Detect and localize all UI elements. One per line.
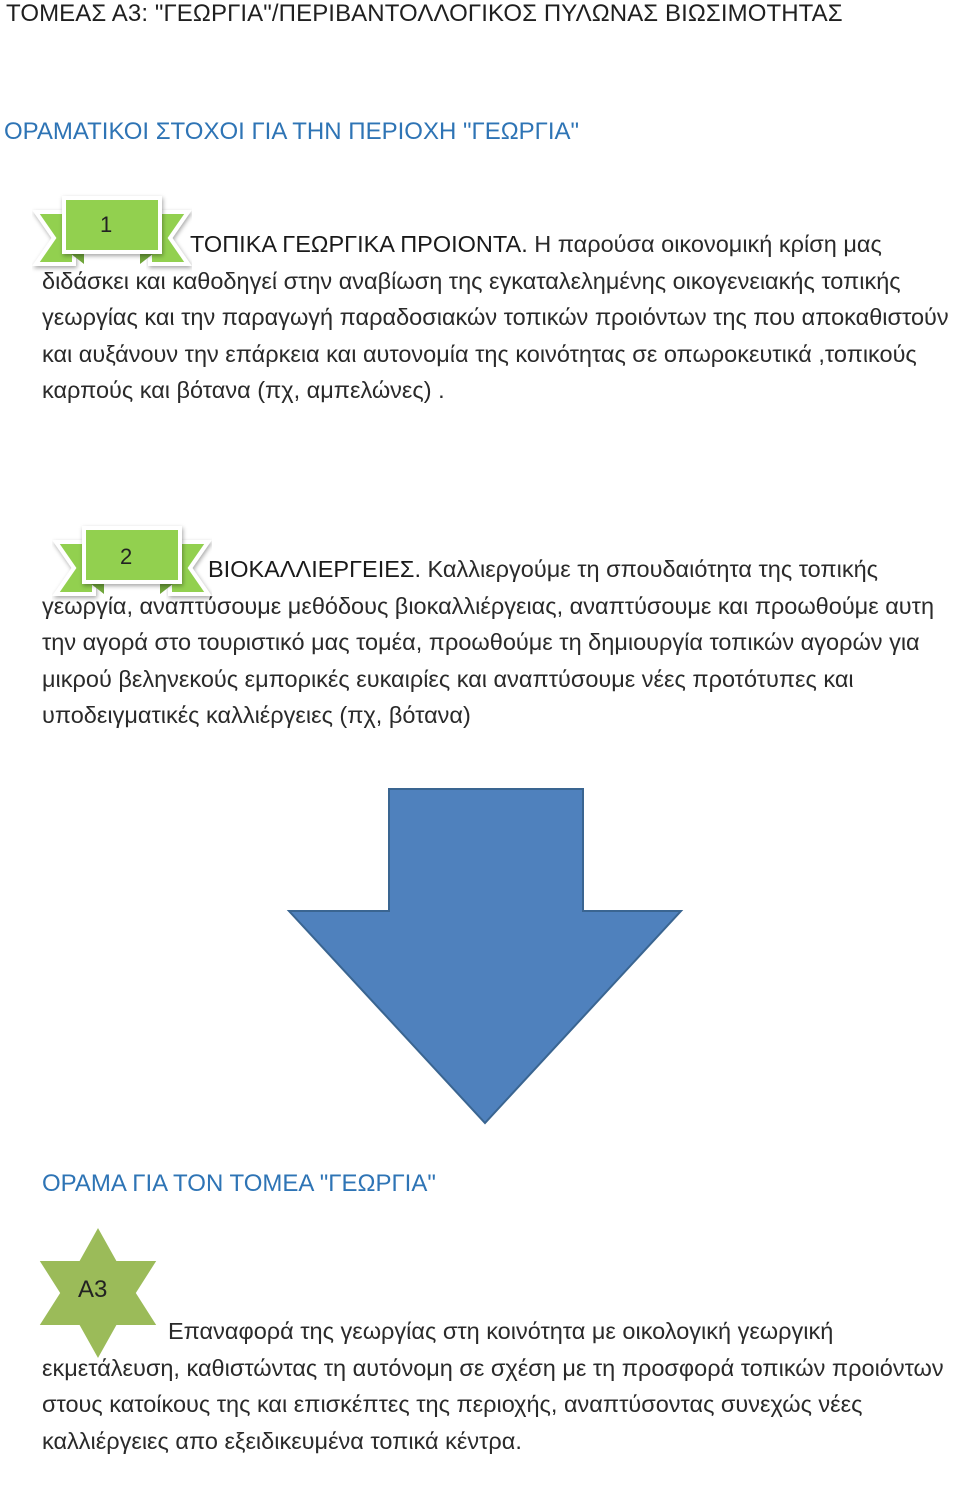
down-arrow-icon (285, 787, 685, 1127)
goal-1-number: 1 (100, 212, 113, 237)
goal-2-title: ΒΙΟΚΑΛΛΙΕΡΓΕΙΕΣ. (208, 556, 421, 582)
goal-1-title: ΤΟΠΙΚΑ ΓΕΩΡΓΙΚΑ ΠΡΟΙΟΝΤΑ. (190, 231, 528, 257)
goal-1-text: Η παρούσα οικονομική κρίση μας διδάσκει και καθοδηγεί στην αναβίωση της εγκαταλελημένης οικογενειακής τοπικής γεωργίας και την παραγωγή παραδοσιακών τοπικών προιόντων της που αποκαθιστούν και αυξάνουν την επάρκεια και αυτονομία της κοινότητας σε οπωροκευτικά ,τοπικούς καρπούς και βότανα (πχ, αμπελώνες) . (42, 231, 949, 403)
vision-heading: ΟΡΑΜΑ ΓΙΑ ΤΟΝ ΤΟΜΕΑ "ΓΕΩΡΓΙΑ" (42, 1170, 436, 1197)
vision-text: Επαναφορά της γεωργίας στη κοινότητα με οικολογική γεωργική εκμετάλευση, καθιστώντας τη αυτόνομη σε σχέση με τη προσφορά τοπικών προιόντων στους κατοίκους της και επισκέπτες της περιοχής, αναπτύσοντας συνεχώς νέες καλλιέργειες απο εξειδικευμένα τοπικά κέντρα. (42, 1318, 944, 1454)
goal-2-paragraph (42, 551, 960, 734)
goal-2-text: Καλλιεργούμε τη σπουδαιότητα της τοπικής γεωργία, αναπτύσουμε μεθόδους βιοκαλλιέργειας, αναπτύσουμε και προωθούμε αυτη την αγορά στο τουριστικό μας τομέα, προωθούμε τη δημιουργία τοπικών αγορών για μικρού βεληνεκούς εμπορικές ευκαιρίες και αναπτύσουμε νέες προτότυπες και υποδειγματικές καλλιέργειες (πχ, βότανα) (42, 556, 935, 728)
goal-1-paragraph (42, 226, 960, 409)
goal-2-number: 2 (120, 544, 133, 569)
down-arrow (285, 787, 685, 1127)
vision-paragraph (42, 1313, 960, 1459)
page-title: ΤΟΜΕΑΣ Α3: "ΓΕΩΡΓΙΑ"/ΠΕΡΙΒΑΝΤΟΛΛΟΓΙΚΟΣ ΠΥΛΩΝΑΣ ΒΙΩΣΙΜΟΤΗΤΑΣ (6, 0, 843, 27)
goals-heading: ΟΡΑΜΑΤΙΚΟΙ ΣΤΟΧΟΙ ΓΙΑ ΤΗΝ ΠΕΡΙΟΧΗ "ΓΕΩΡΓΙΑ" (4, 118, 580, 145)
vision-badge-label: Α3 (78, 1276, 108, 1303)
